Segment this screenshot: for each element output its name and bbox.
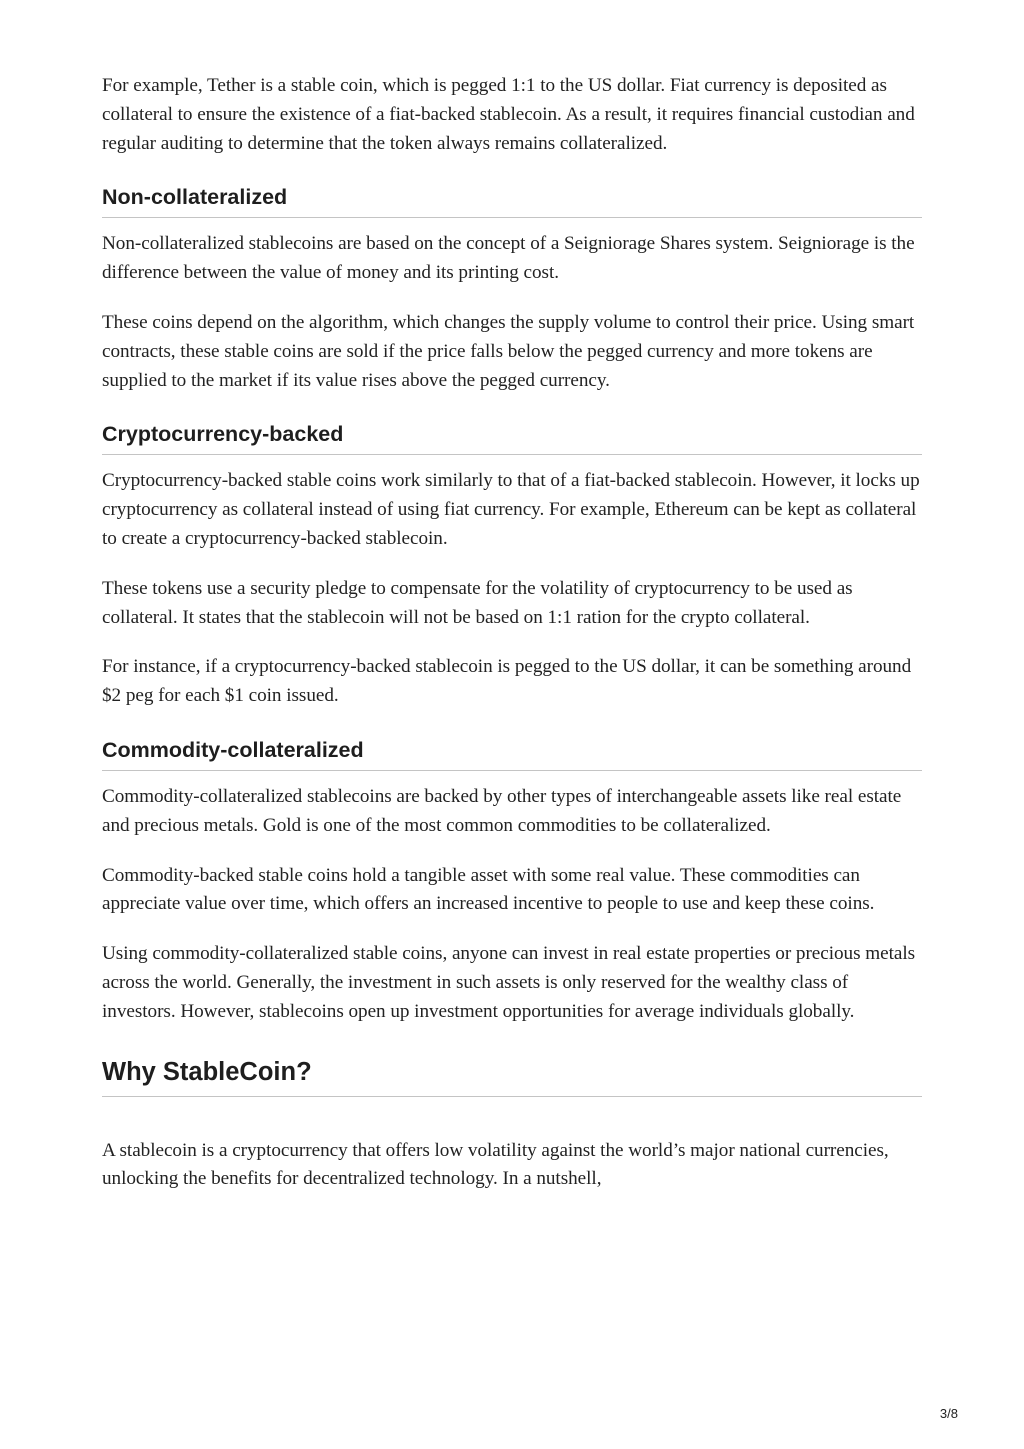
paragraph: Using commodity-collateralized stable coins, anyone can invest in real estate properties or precious metals across the world. Generally, the investment in such assets is only reserved for the wealthy class of investors. However, stablecoins open up investment opportunities for average individuals globally. [102, 943, 916, 1022]
section-heading-non-collateralized: Non-collateralized [102, 184, 922, 218]
paragraph: These tokens use a security pledge to compensate for the volatility of cryptocurrency to be used as collateral. It states that the stablecoin will not be based on 1:1 ration for the crypto collateral. [102, 577, 853, 628]
paragraph: Commodity-collateralized stablecoins are backed by other types of interchangeable assets like real estate and precious metals. Gold is one of the most common commodities to be collateralized. [102, 785, 902, 836]
document-page [102, 72, 922, 1215]
paragraph: These coins depend on the algorithm, which changes the supply volume to control their price. Using smart contracts, these stable coins are sold if the price falls below the pegged currency and more tokens are supplied to the market if its value rises above the pegged currency. [102, 311, 915, 391]
page-number: 3/8 [939, 1406, 958, 1421]
paragraph: For instance, if a cryptocurrency-backed stablecoin is pegged to the US dollar, it can be something around $2 peg for each $1 coin issued. [102, 656, 912, 707]
paragraph: A stablecoin is a cryptocurrency that offers low volatility against the world’s major national currencies, unlocking the benefits for decentralized technology. In a nutshell, [102, 1139, 889, 1190]
paragraph: Cryptocurrency-backed stable coins work similarly to that of a fiat-backed stablecoin. However, it locks up cryptocurrency as collateral instead of using fiat currency. For example, Ethereum can be kept as collateral to create a cryptocurrency-backed stablecoin. [102, 470, 920, 549]
paragraph: Non-collateralized stablecoins are based on the concept of a Seigniorage Shares system. Seigniorage is the difference between the value of money and its printing cost. [102, 233, 915, 284]
section-heading-cryptocurrency-backed: Cryptocurrency-backed [102, 421, 922, 455]
section-heading-commodity-collateralized: Commodity-collateralized [102, 737, 922, 771]
section-heading-why-stablecoin: Why StableCoin? [102, 1057, 922, 1097]
paragraph: Commodity-backed stable coins hold a tangible asset with some real value. These commodities can appreciate value over time, which offers an increased incentive to people to use and keep these coins. [102, 864, 875, 915]
intro-paragraph: For example, Tether is a stable coin, which is pegged 1:1 to the US dollar. Fiat currency is deposited as collateral to ensure the existence of a fiat-backed stablecoin. As a result, it requires financial custodian and regular auditing to determine that the token always remains collateralized. [102, 75, 915, 154]
